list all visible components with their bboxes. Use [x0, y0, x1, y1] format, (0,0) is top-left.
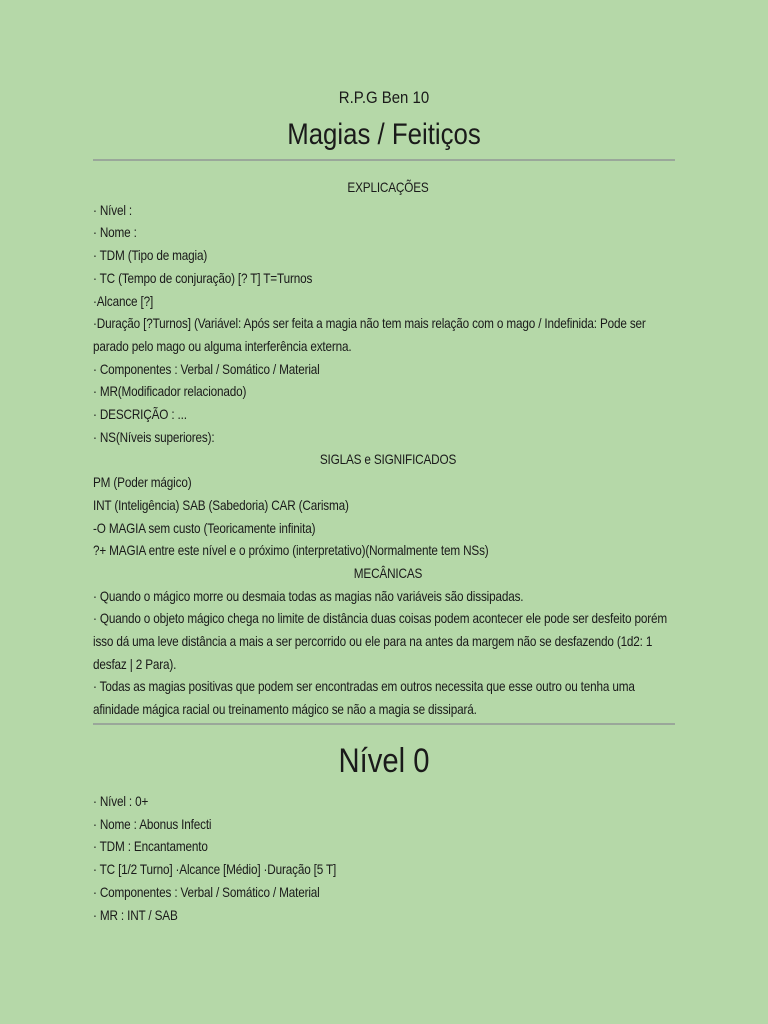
explanation-line: ·Duração [?Turnos] (Variável: Após ser feita a magia não tem mais relação com o mago / Indefinida: Pode ser [93, 315, 646, 332]
explanations-section [93, 176, 683, 721]
section-heading-mechanics: MECÂNICAS [353, 564, 423, 581]
level-heading: Nível 0 [338, 742, 430, 780]
explanation-line: ·Alcance [?] [93, 292, 154, 309]
explanation-line: · TDM (Tipo de magia) [93, 247, 208, 264]
spell-field-line: · TDM : Encantamento [93, 838, 208, 855]
explanation-line: · Nível : [93, 201, 133, 218]
section-heading-acronyms: SIGLAS e SIGNIFICADOS [319, 451, 457, 468]
section-heading-explanations: EXPLICAÇÕES [347, 179, 429, 195]
explanation-line: · Componentes : Verbal / Somático / Material [93, 360, 320, 377]
mechanic-line: · Quando o objeto mágico chega no limite de distância duas coisas podem acontecer ele pode ser desfeito porém [93, 610, 667, 627]
level0-section [93, 790, 683, 926]
document-subtitle: R.P.G Ben 10 [338, 88, 430, 107]
spell-field-line: · TC [1/2 Turno] ·Alcance [Médio] ·Duração [5 T] [93, 861, 337, 878]
spell-field-line: · MR : INT / SAB [93, 906, 178, 923]
mechanic-line: isso dá uma leve distância a mais a ser percorrido ou ele para na antes da margem não se desfazendo (1d2: 1 [93, 633, 653, 650]
divider [93, 723, 675, 725]
mechanic-line: desfaz | 2 Para). [93, 655, 177, 672]
spell-field-line: · Nível : 0+ [93, 793, 149, 809]
mechanic-line: afinidade mágica racial ou treinamento mágico se não a magia se dissipará. [93, 701, 477, 718]
spell-field-line: · Componentes : Verbal / Somático / Material [93, 883, 320, 900]
explanation-line: · TC (Tempo de conjuração) [? T] T=Turnos [93, 269, 313, 286]
acronym-line: -O MAGIA sem custo (Teoricamente infinita) [93, 519, 316, 536]
acronym-line: INT (Inteligência) SAB (Sabedoria) CAR (Carisma) [93, 496, 349, 513]
mechanic-line: · Todas as magias positivas que podem ser encontradas em outros necessita que esse outro ou tenha uma [93, 678, 635, 695]
explanation-line: · NS(Níveis superiores): [93, 428, 215, 445]
document-title: Magias / Feitiços [287, 118, 481, 151]
explanation-line: · MR(Modificador relacionado) [93, 383, 247, 400]
spell-field-line: · Nome : Abonus Infecti [93, 815, 212, 832]
explanation-line: · Nome : [93, 224, 137, 241]
acronym-line: PM (Poder mágico) [93, 474, 192, 491]
acronym-line: ?+ MAGIA entre este nível e o próximo (interpretativo)(Normalmente tem NSs) [93, 542, 489, 559]
mechanic-line: · Quando o mágico morre ou desmaia todas as magias não variáveis são dissipadas. [93, 587, 524, 604]
explanation-line: · DESCRIÇÃO : ... [93, 406, 187, 423]
divider [93, 159, 675, 161]
explanation-line: parado pelo mago ou alguma interferência externa. [93, 337, 352, 354]
